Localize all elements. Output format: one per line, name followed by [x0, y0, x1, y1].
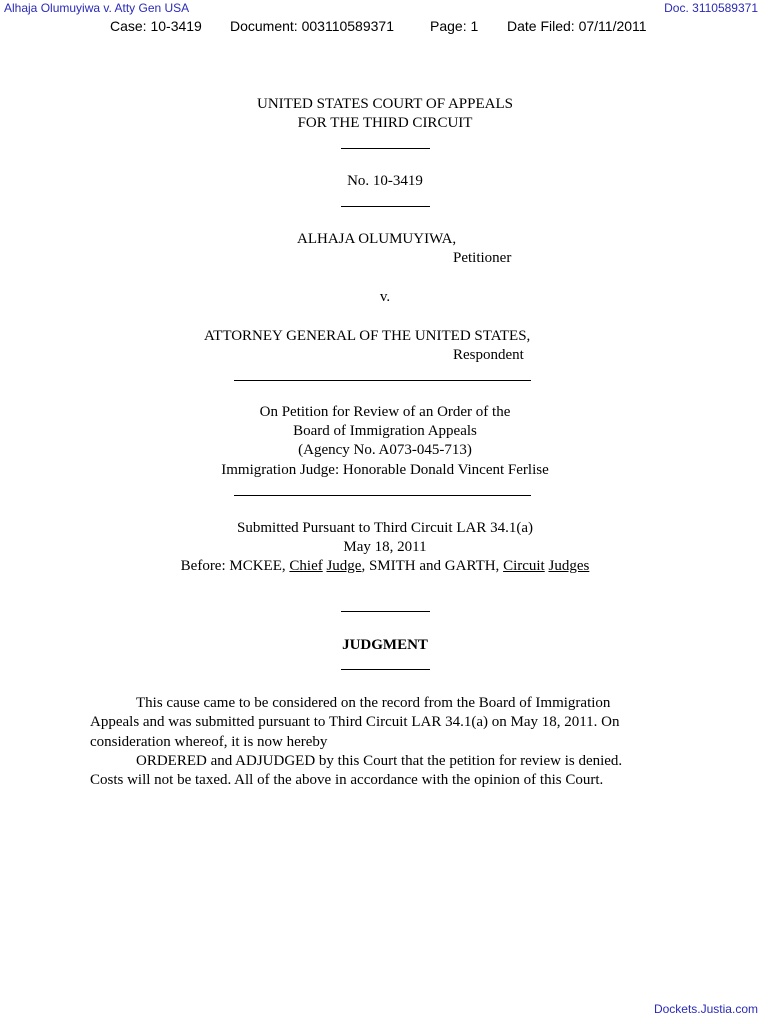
divider: [341, 148, 430, 149]
petition-line2: Board of Immigration Appeals: [293, 423, 477, 439]
paragraph2-line1: ORDERED and ADJUDGED by this Court that the petition for review is denied.: [136, 753, 623, 769]
submission-date: May 18, 2011: [343, 539, 427, 555]
divider: [234, 495, 531, 496]
court-name-line2: FOR THE THIRD CIRCUIT: [297, 115, 473, 131]
chief-word: Chief: [289, 558, 323, 574]
document-number-link[interactable]: Doc. 3110589371: [664, 1, 758, 15]
paragraph1-line2: Appeals and was submitted pursuant to Third Circuit LAR 34.1(a) on May 18, 2011. On: [90, 714, 620, 730]
page-number: Page: 1: [430, 18, 479, 34]
case-number: Case: 10-3419: [110, 18, 202, 34]
paragraph1-line3: consideration whereof, it is now hereby: [90, 734, 328, 750]
agency-number: (Agency No. A073-045-713): [298, 442, 472, 458]
panel-prefix: Before: MCKEE,: [180, 558, 290, 574]
docket-number: No. 10-3419: [347, 173, 423, 189]
judges-word: Judges: [548, 558, 590, 574]
document-id: Document: 003110589371: [230, 18, 394, 34]
panel-middle: , SMITH and GARTH,: [361, 558, 504, 574]
respondent-role: Respondent: [453, 347, 524, 363]
date-filed: Date Filed: 07/11/2011: [507, 18, 647, 34]
submission-line: Submitted Pursuant to Third Circuit LAR 34.1(a): [237, 520, 533, 536]
divider: [341, 206, 430, 207]
judge-word: Judge: [326, 558, 362, 574]
judgment-title: JUDGMENT: [342, 637, 428, 653]
court-name-line1: UNITED STATES COURT OF APPEALS: [257, 96, 513, 112]
case-title-link[interactable]: Alhaja Olumuyiwa v. Atty Gen USA: [4, 1, 190, 15]
paragraph2-line2: Costs will not be taxed. All of the above in accordance with the opinion of this Court.: [90, 772, 604, 788]
versus: v.: [379, 289, 391, 305]
paragraph1-line1: This cause came to be considered on the record from the Board of Immigration: [136, 695, 611, 711]
circuit-word: Circuit: [503, 558, 545, 574]
petitioner-name: ALHAJA OLUMUYIWA,: [297, 231, 457, 247]
petition-line1: On Petition for Review of an Order of the: [259, 404, 511, 420]
divider: [234, 380, 531, 381]
divider: [341, 669, 430, 670]
petitioner-role: Petitioner: [453, 250, 512, 266]
immigration-judge: Immigration Judge: Honorable Donald Vincent Ferlise: [221, 462, 549, 478]
justia-link[interactable]: Dockets.Justia.com: [653, 1002, 758, 1016]
divider: [341, 611, 430, 612]
respondent-name: ATTORNEY GENERAL OF THE UNITED STATES,: [204, 328, 531, 344]
panel-line: [0, 557, 770, 576]
